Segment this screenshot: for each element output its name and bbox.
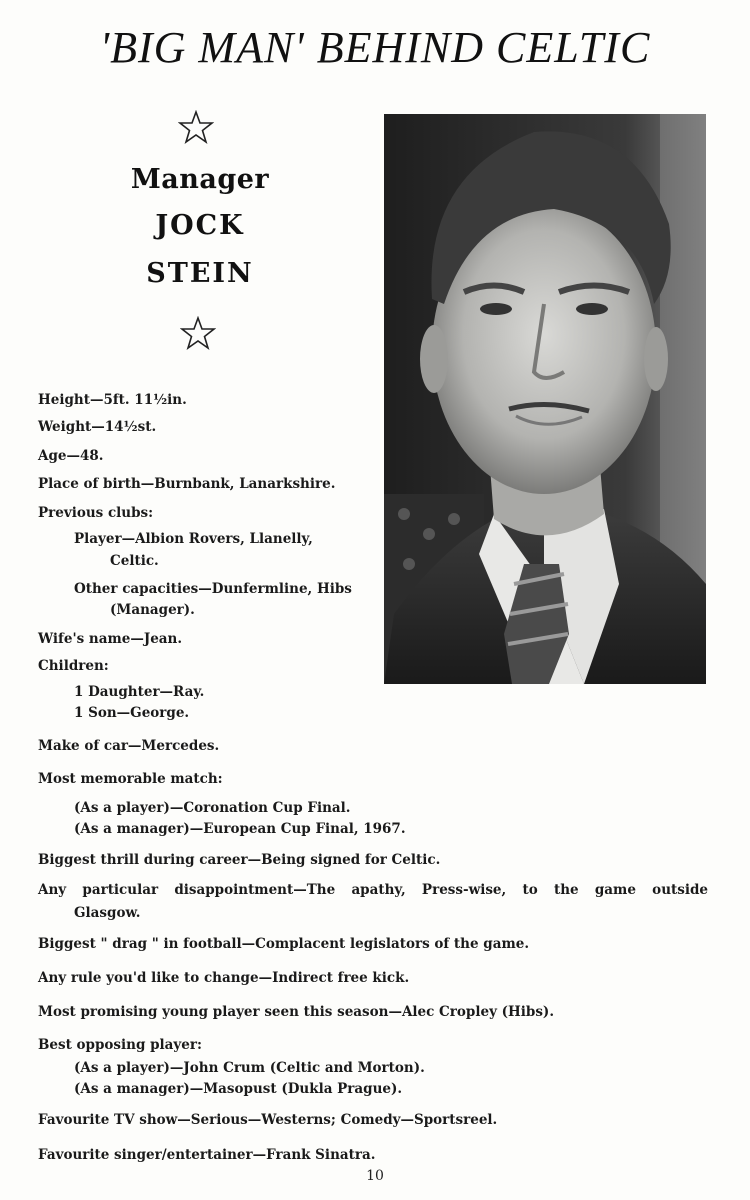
star-icon bbox=[180, 316, 216, 350]
fact-car: Make of car—Mercedes. bbox=[38, 738, 220, 754]
fact-previous-clubs: Previous clubs: bbox=[38, 505, 154, 521]
fact-rule-change: Any rule you'd like to change—Indirect free kick. bbox=[38, 970, 410, 986]
fact-memorable-match: Most memorable match: bbox=[38, 771, 223, 787]
fact-height: Height—5ft. 11½in. bbox=[38, 392, 187, 408]
manager-role: Manager bbox=[130, 164, 270, 195]
fact-singer: Favourite singer/entertainer—Frank Sinatra. bbox=[38, 1147, 376, 1163]
fact-tv-show: Favourite TV show—Serious—Westerns; Comedy—Sportsreel. bbox=[38, 1112, 498, 1128]
fact-opposing-player: (As a player)—John Crum (Celtic and Morton). bbox=[74, 1060, 425, 1076]
fact-opposing-manager: (As a manager)—Masopust (Dukla Prague). bbox=[74, 1081, 403, 1097]
fact-disappointment-cont: Glasgow. bbox=[74, 905, 141, 921]
page-number: 10 bbox=[366, 1168, 384, 1184]
fact-memorable-manager: (As a manager)—European Cup Final, 1967. bbox=[74, 821, 406, 837]
portrait-photo bbox=[384, 114, 706, 684]
manager-last-name: STEIN bbox=[146, 258, 254, 289]
fact-wife: Wife's name—Jean. bbox=[38, 631, 183, 647]
fact-player-clubs: Player—Albion Rovers, Llanelly, bbox=[74, 531, 313, 547]
fact-weight: Weight—14½st. bbox=[38, 419, 157, 435]
manager-first-name: JOCK bbox=[155, 210, 245, 241]
fact-player-clubs-cont: Celtic. bbox=[110, 553, 159, 569]
fact-memorable-player: (As a player)—Coronation Cup Final. bbox=[74, 800, 351, 816]
fact-other-capacities: Other capacities—Dunfermline, Hibs bbox=[74, 581, 352, 597]
fact-biggest-thrill: Biggest thrill during career—Being signed for Celtic. bbox=[38, 852, 441, 868]
fact-children: Children: bbox=[38, 658, 109, 674]
star-icon bbox=[178, 110, 214, 144]
fact-son: 1 Son—George. bbox=[74, 705, 190, 721]
fact-disappointment: Any particular disappointment—The apathy, Press-wise, to the game outside bbox=[38, 882, 708, 898]
fact-best-opposing: Best opposing player: bbox=[38, 1037, 202, 1053]
fact-daughter: 1 Daughter—Ray. bbox=[74, 684, 205, 700]
fact-birthplace: Place of birth—Burnbank, Lanarkshire. bbox=[38, 476, 336, 492]
page-title: 'BIG MAN' BEHIND CELTIC bbox=[99, 23, 651, 72]
fact-biggest-drag: Biggest " drag " in football—Complacent legislators of the game. bbox=[38, 936, 530, 952]
fact-young-player: Most promising young player seen this season—Alec Cropley (Hibs). bbox=[38, 1004, 555, 1020]
fact-other-capacities-cont: (Manager). bbox=[110, 602, 195, 618]
fact-age: Age—48. bbox=[38, 448, 104, 464]
manager-heading bbox=[90, 158, 310, 298]
